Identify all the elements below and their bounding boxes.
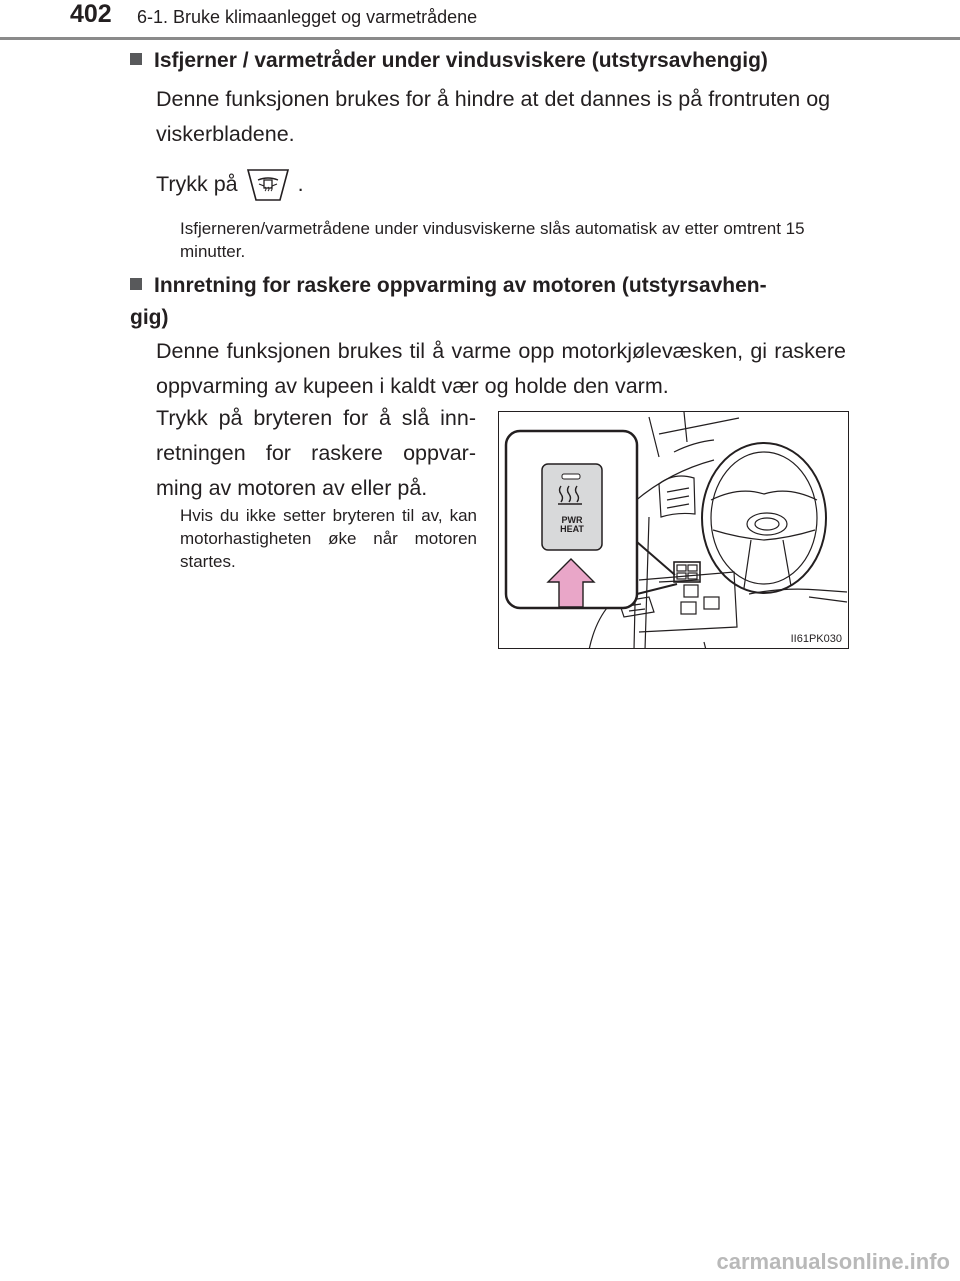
pwr-heat-note: Hvis du ikke setter bryteren til av, kan motorhastigheten øke når motoren startes. [180, 506, 477, 571]
square-bullet-icon [130, 278, 142, 290]
pwr-heat-description: Denne funksjonen brukes til å varme opp motorkjølevæsken, gi raskere oppvarming av kupeen i kaldt vær og holde den varm. [156, 339, 846, 398]
section-heading-text: Isfjerner / varmetråder under vindusviskere (utstyrsavhengig) [154, 49, 768, 72]
deicer-instruction [156, 160, 846, 208]
switch-label-heat: HEAT [560, 524, 584, 534]
figure-id: II61PK030 [790, 633, 842, 645]
page-number: 402 [70, 0, 112, 28]
deicer-description: Denne funksjonen brukes for å hindre at det dannes is på frontruten og viskerbladene. [156, 87, 831, 146]
deicer-note: Isfjerneren/varmetrådene under vindusviskerne slås automatisk av etter omtrent 15 minutter. [180, 219, 805, 261]
square-bullet-icon [130, 53, 142, 65]
header-divider [0, 37, 960, 40]
section-heading-text-line1: Innretning for raskere oppvarming av motoren (utstyrsavhen- [154, 274, 767, 297]
watermark: carmanualsonline.info [716, 1249, 950, 1274]
press-suffix: . [297, 172, 304, 196]
wiper-deicer-switch-icon [246, 167, 290, 203]
chapter-title: 6-1. Bruke klimaanlegget og varmetrådene [137, 7, 478, 27]
pwr-heat-instruction: Trykk på bryteren for å slå inn-retningen for raskere oppvar-ming av motoren av eller på. [156, 406, 476, 500]
switch-label-pwr: PWR [561, 515, 583, 525]
section-heading-text-line2: gig) [130, 306, 169, 329]
pwr-heat-switch-label [542, 516, 602, 534]
press-prefix: Trykk på [156, 172, 238, 196]
section-heading-pwr-heat [130, 270, 845, 334]
pwr-heat-switch-figure [498, 411, 849, 649]
section-heading-deicer [130, 45, 845, 77]
